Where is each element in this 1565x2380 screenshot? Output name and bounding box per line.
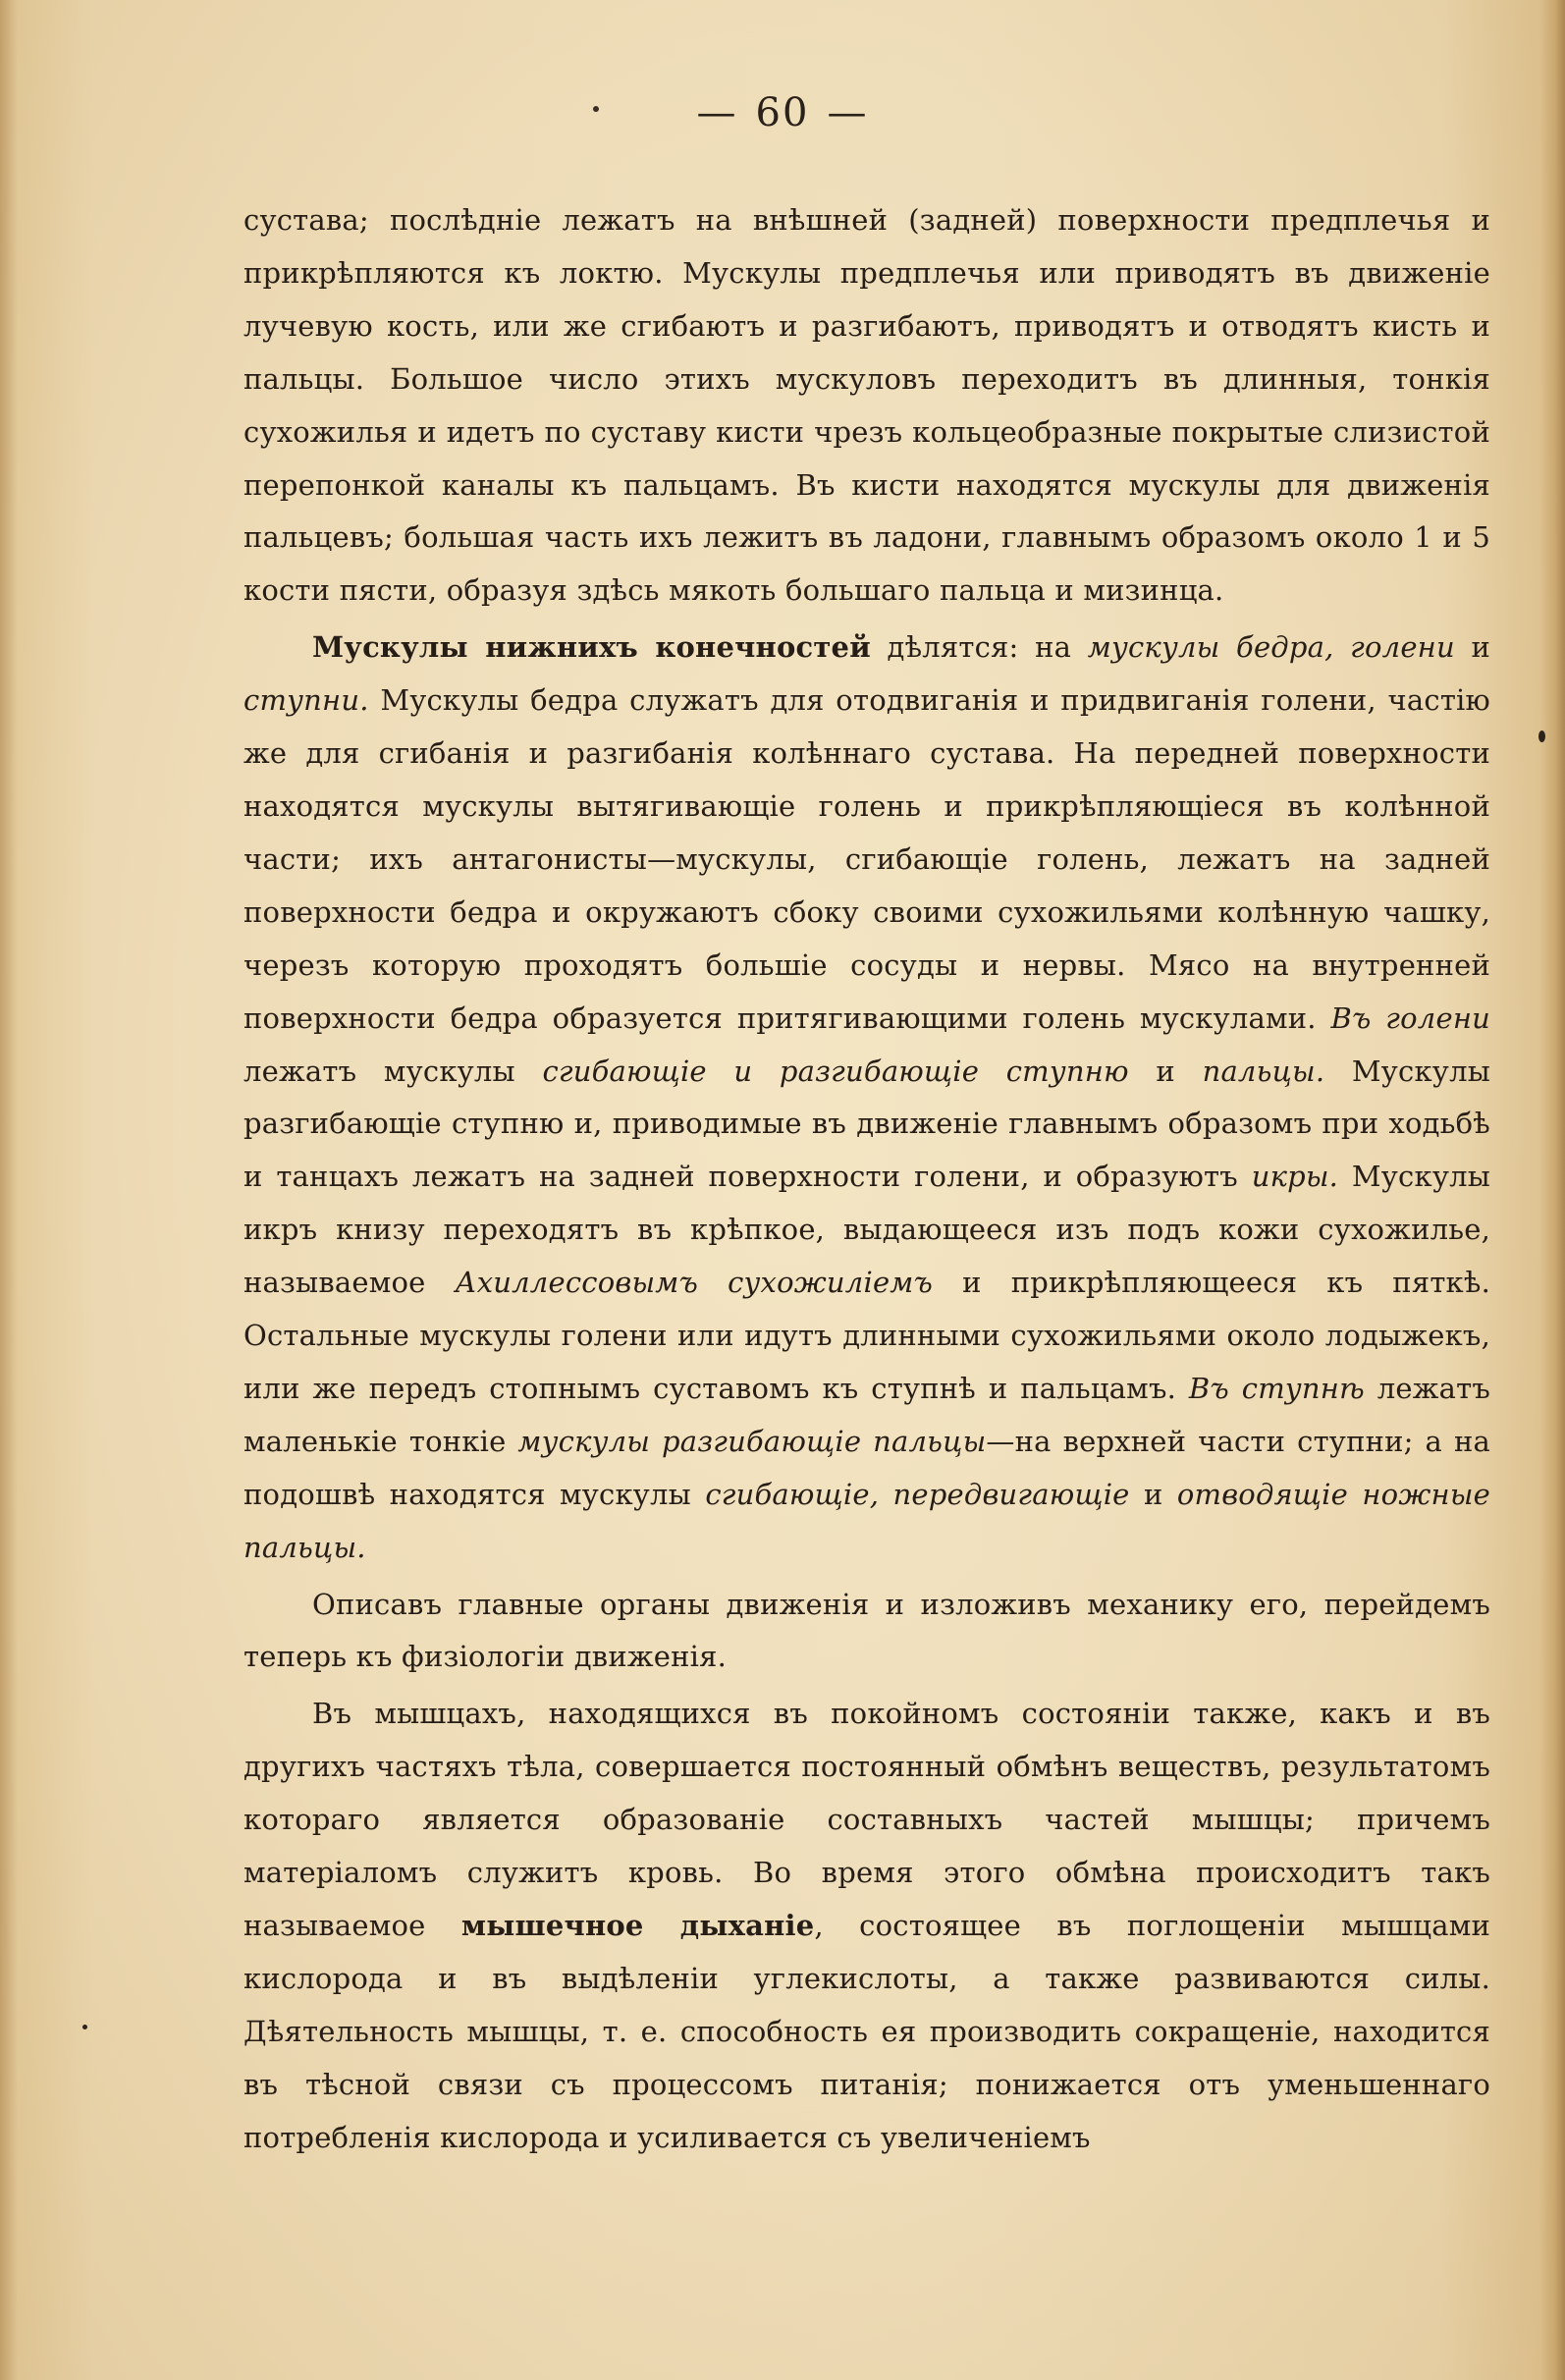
- text-run: Въ мышцахъ, находящихся въ покойномъ состояніи также, какъ и въ другихъ частяхъ тѣла, совершается постоянный обмѣнъ веществъ, результатомъ котораго является образованіе составныхъ частей мышцы; причемъ матеріаломъ служитъ кровь. Во время этого обмѣна происходитъ такъ называемое: [243, 1697, 1490, 1942]
- ink-speck: [1538, 730, 1545, 742]
- page-right-shadow: [1539, 0, 1565, 2380]
- italic-text-run: сгибающіе и разгибающіе ступню: [542, 1054, 1129, 1088]
- italic-text-run: пальцы.: [1202, 1054, 1325, 1088]
- page-header: [0, 90, 1565, 135]
- text-run: Мускулы бедра служатъ для отодвиганія и придвиганія голени, частію же для сгибанія и разгибанія колѣннаго сустава. На передней поверхности находятся мускулы вытягивающіе голень и прикрѣпляющіеся въ колѣнной части; ихъ антагонисты—мускулы, сгибающіе голень, лежатъ на задней поверхности бедра и окружаютъ сбоку своими сухожильями колѣнную чашку, черезъ которую проходятъ большіе сосуды и нервы. Мясо на внутренней поверхности бедра образуется притягивающими голень мускулами.: [243, 683, 1490, 1035]
- italic-text-run: сгибающіе, передвигающіе: [705, 1477, 1130, 1511]
- body-text: [243, 194, 1490, 2165]
- text-run: сустава; послѣдніе лежатъ на внѣшней (задней) поверхности предплечья и прикрѣпляются къ локтю. Мускулы предплечья или приводятъ въ движеніе лучевую кость, или же сгибаютъ и разгибаютъ, приводятъ и отводятъ кисть и пальцы. Большое число этихъ мускуловъ переходитъ въ длинныя, тонкія сухожилья и идетъ по суставу кисти чрезъ кольцеобразные покрытые слизистой перепонкой каналы къ пальцамъ. Въ кисти находятся мускулы для движенія пальцевъ; большая часть ихъ лежитъ въ ладони, главнымъ образомъ около 1 и 5 кости пясти, образуя здѣсь мякоть большаго пальца и мизинца.: [243, 203, 1490, 608]
- text-run: Мускулы разгибающіе ступню и, приводимые въ движеніе главнымъ образомъ при ходьбѣ и танцахъ лежатъ на задней поверхности голени, и образуютъ: [243, 1054, 1490, 1194]
- italic-text-run: отводящіе ножные пальцы.: [243, 1477, 1490, 1564]
- italic-text-run: мускулы разгибающіе пальцы: [517, 1424, 987, 1458]
- text-run: и: [1129, 1477, 1177, 1511]
- italic-text-run: мускулы бедра, голени: [1087, 630, 1455, 665]
- text-run: лежатъ мускулы: [243, 1054, 543, 1088]
- italic-text-run: ступни.: [243, 683, 369, 718]
- bold-text-run: мышечное дыханіе: [460, 1909, 815, 1942]
- bold-text-run: Мускулы нижнихъ конечностей: [312, 630, 871, 665]
- italic-text-run: Въ голени: [1330, 1001, 1490, 1035]
- paragraph: [243, 622, 1490, 1574]
- text-run: и: [1128, 1054, 1203, 1088]
- text-run: дѣлятся: на: [870, 630, 1088, 665]
- page-left-shadow: [0, 0, 18, 2380]
- paragraph: [243, 194, 1490, 618]
- text-run: и: [1454, 630, 1490, 665]
- page-number: 60: [755, 90, 810, 135]
- paragraph: [243, 1688, 1490, 2164]
- text-run: лежатъ маленькіе тонкіе: [243, 1371, 1491, 1458]
- italic-text-run: Ахиллессовымъ сухожиліемъ: [455, 1266, 934, 1300]
- text-run: и прикрѣпляющееся къ пяткѣ. Остальные мускулы голени или идутъ длинными сухожильями около лодыжекъ, или же передъ стопнымъ суставомъ къ ступнѣ и пальцамъ.: [243, 1266, 1490, 1405]
- text-run: , состоящее въ поглощеніи мышцами кислорода и въ выдѣленіи углекислоты, а также развиваются силы. Дѣятельность мышцы, т. е. способность ея производить сокращеніе, находится въ тѣсной связи съ процессомъ питанія; понижается отъ уменьшеннаго потребленія кислорода и усиливается съ увеличеніемъ: [243, 1909, 1490, 2154]
- header-dash-left: —: [696, 90, 738, 135]
- text-run: —на верхней части ступни; а на подошвѣ находятся мускулы: [243, 1424, 1490, 1511]
- text-run: Описавъ главные органы движенія и изложивъ механику его, перейдемъ теперь къ физіологіи движенія.: [243, 1587, 1490, 1674]
- italic-text-run: Въ ступнѣ: [1188, 1371, 1365, 1405]
- text-run: Мускулы икръ книзу переходятъ въ крѣпкое, выдающееся изъ подъ кожи сухожилье, называемое: [243, 1160, 1490, 1300]
- header-dash-right: —: [827, 90, 869, 135]
- paragraph: [243, 1579, 1490, 1685]
- italic-text-run: икры.: [1251, 1160, 1339, 1194]
- ink-speck: [82, 2025, 87, 2029]
